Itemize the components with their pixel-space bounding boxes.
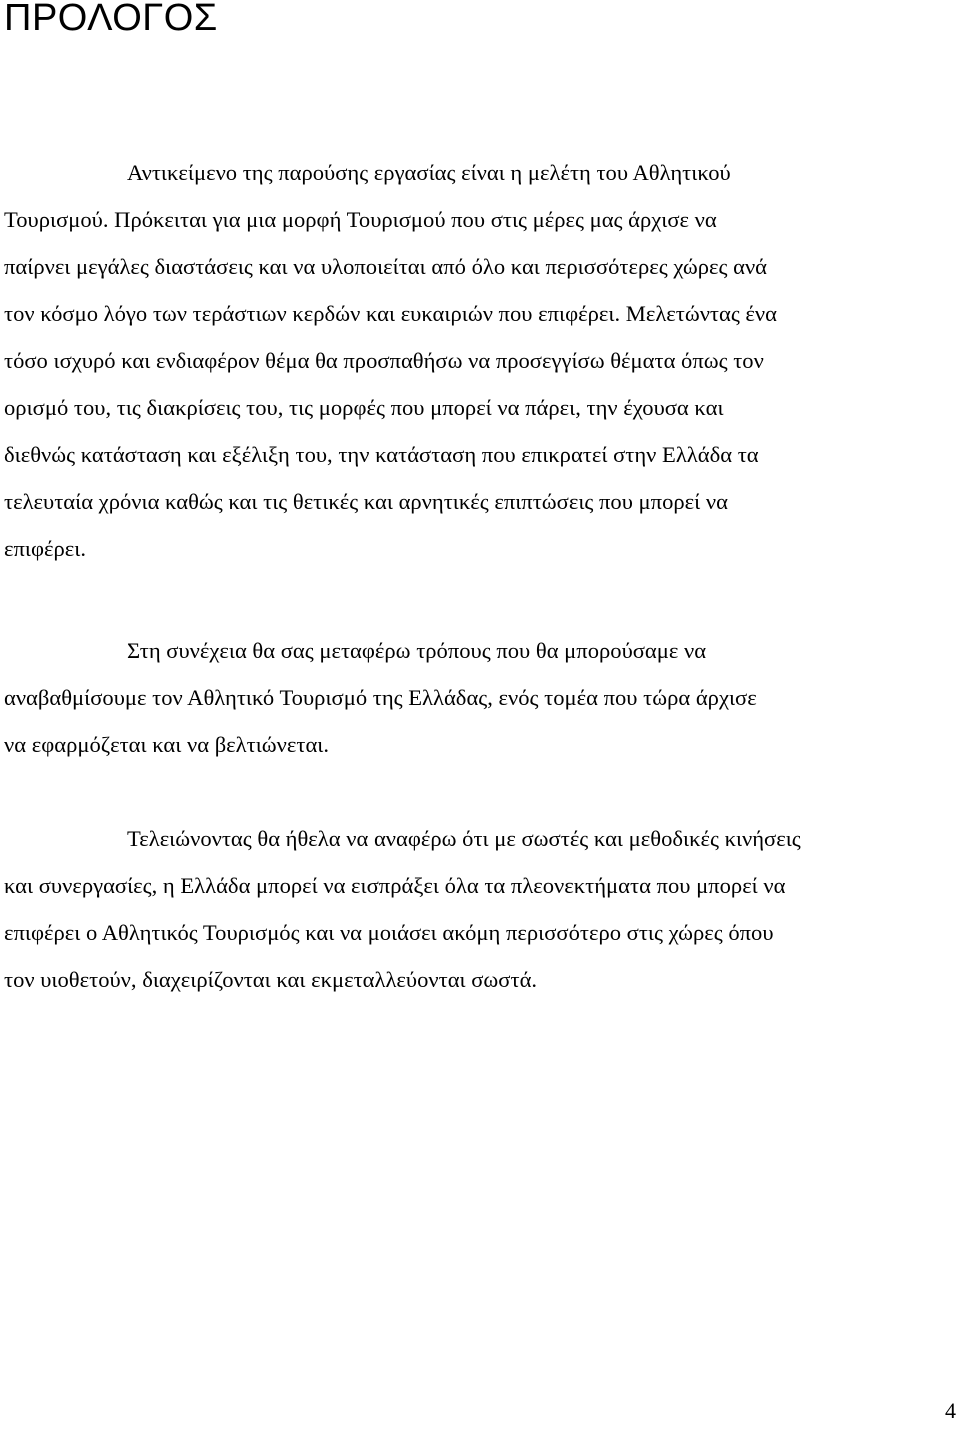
text-line: τον κόσμο λόγο των τεράστιων κερδών και ευκαιριών που επιφέρει. Μελετώντας ένα	[4, 301, 777, 326]
text-line: τον υιοθετούν, διαχειρίζονται και εκμεταλλεύονται σωστά.	[4, 967, 538, 992]
paragraph-upgrade-proposals	[4, 627, 958, 768]
page-number: 4	[945, 1398, 956, 1423]
text-line: να εφαρμόζεται και να βελτιώνεται.	[4, 732, 330, 757]
text-line: Τελειώνοντας θα ήθελα να αναφέρω ότι με σωστές και μεθοδικές κινήσεις	[127, 826, 801, 851]
page-heading: ΠΡΟΛΟΓΟΣ	[4, 0, 218, 39]
text-line: Τουρισμού. Πρόκειται για μια μορφή Τουρισμού που στις μέρες μας άρχισε να	[4, 207, 717, 232]
text-line: Αντικείμενο της παρούσης εργασίας είναι η μελέτη του Αθλητικού	[127, 160, 731, 185]
text-line: παίρνει μεγάλες διαστάσεις και να υλοποιείται από όλο και περισσότερες χώρες ανά	[4, 254, 767, 279]
text-line: τόσο ισχυρό και ενδιαφέρον θέμα θα προσπαθήσω να προσεγγίσω θέματα όπως τον	[4, 348, 764, 373]
paragraph-introduction	[4, 149, 958, 572]
text-line: ορισμό του, τις διακρίσεις του, τις μορφές που μπορεί να πάρει, την έχουσα και	[4, 395, 724, 420]
text-line: επιφέρει ο Αθλητικός Τουρισμός και να μοιάσει ακόμη περισσότερο στις χώρες όπου	[4, 920, 774, 945]
text-line: αναβαθμίσουμε τον Αθλητικό Τουρισμό της Ελλάδας, ενός τομέα που τώρα άρχισε	[4, 685, 757, 710]
paragraph-conclusion	[4, 815, 958, 1003]
text-line: τελευταία χρόνια καθώς και τις θετικές και αρνητικές επιπτώσεις που μπορεί να	[4, 489, 728, 514]
text-line: Στη συνέχεια θα σας μεταφέρω τρόπους που θα μπορούσαμε να	[127, 638, 707, 663]
text-line: και συνεργασίες, η Ελλάδα μπορεί να εισπράξει όλα τα πλεονεκτήματα που μπορεί να	[4, 873, 786, 898]
text-line: επιφέρει.	[4, 536, 86, 561]
text-line: διεθνώς κατάσταση και εξέλιξη του, την κατάσταση που επικρατεί στην Ελλάδα τα	[4, 442, 759, 467]
